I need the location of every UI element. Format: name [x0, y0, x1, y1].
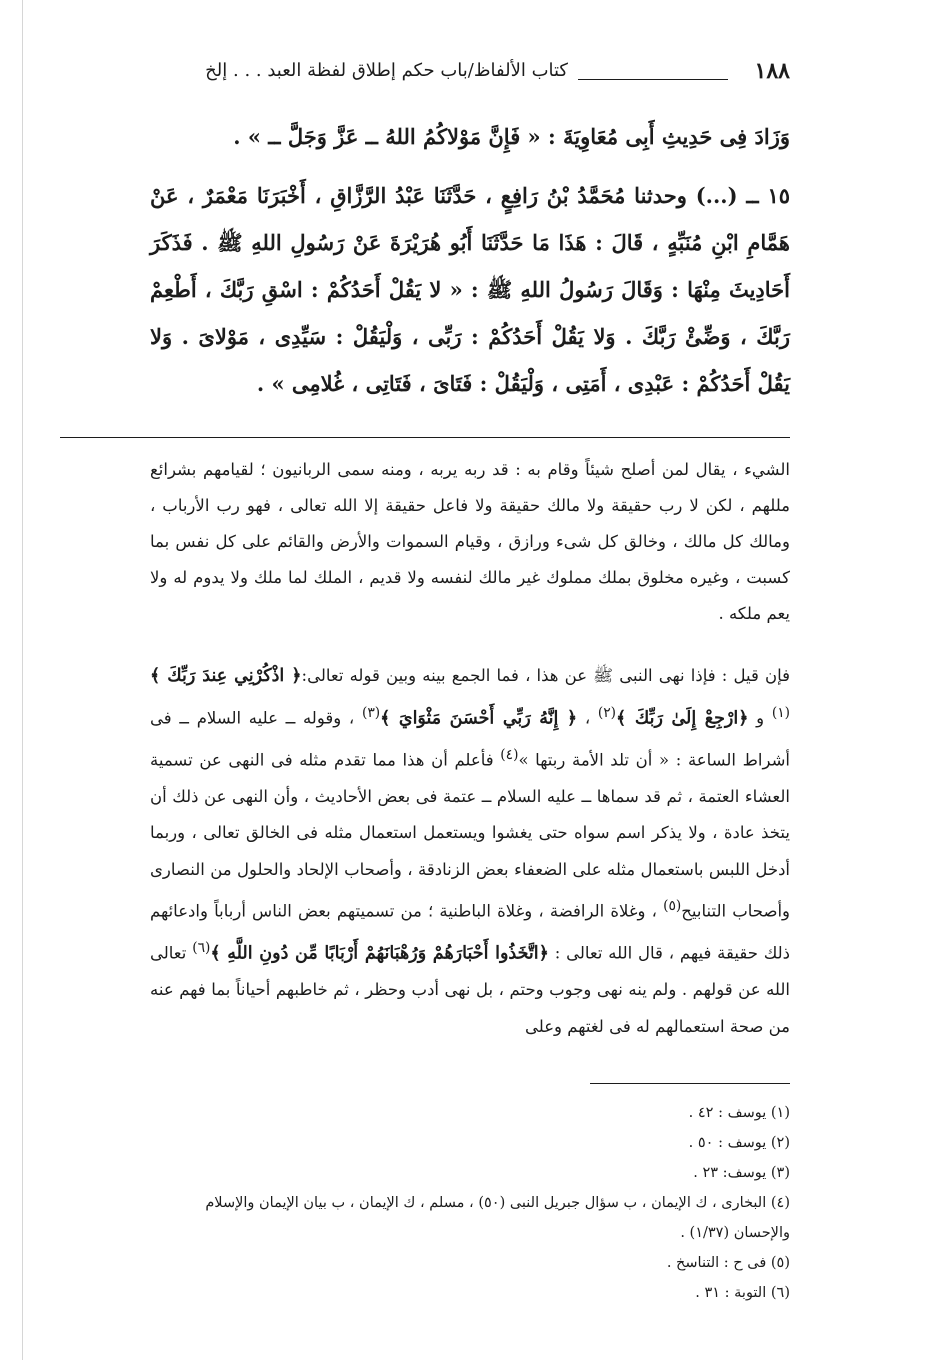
- footnotes: [150, 1098, 790, 1308]
- footnote-ref-3: (٣): [361, 704, 381, 721]
- footnote-6: (٦) التوبة : ٣١ .: [695, 1285, 790, 1301]
- quran-quote-1: ﴿ اذْكُرْنِي عِندَ رَبِّكَ ﴾: [150, 666, 302, 686]
- quran-quote-3: ﴿ إِنَّهُ رَبِّي أَحْسَنَ مَثْوَايَ ﴾: [380, 708, 578, 728]
- footnote-ref-6: (٦): [192, 940, 211, 956]
- main-text-line: وَزَادَ فِى حَدِيثِ أَبِى مُعَاوِيَةَ : « فَإِنَّ مَوْلاكُمُ اللهُ ــ عَزَّ وَجَلَّ ــ » .: [233, 124, 790, 149]
- footnote-ref-5: (٥): [663, 898, 682, 914]
- footnote-5: (٥) فى ح : التناسخ .: [666, 1255, 790, 1271]
- footnote-4: (٤) البخارى ، ك الإيمان ، ب سؤال جبريل النبى (٥٠) ، مسلم ، ك الإيمان ، ب بيان الإيمان والإسلام والإحسان (١/٣٧) .: [205, 1195, 790, 1241]
- commentary-paragraph-2: [150, 658, 790, 1045]
- page-edge-line: [22, 0, 23, 1360]
- hadith-text: ١٥ ــ (...) وحدثنا مُحَمَّدُ بْنُ رَافِعٍ ، حَدَّثَنَا عَبْدُ الرَّزَّاقِ ، أَخْبَرَنَا مَعْمَرٌ ، عَنْ هَمَّامِ ابْنِ مُنَبِّهٍ ، قَالَ : هَذَا مَا حَدَّثَنَا أَبُو هُرَيْرَةَ عَنْ رَسُولِ اللهِ ﷺ . فَذَكَرَ أَحَادِيثَ مِنْهَا : وَقَالَ رَسُولُ اللهِ ﷺ : « لا يَقُلْ أَحَدُكُمْ : اسْقِ رَبَّكَ ، أَطْعِمْ رَبَّكَ ، وَضِّئْ رَبَّكَ . وَلا يَقُلْ أَحَدُكُمْ : رَبِّى ، وَلْيَقُلْ : سَيِّدِى ، مَوْلاىَ . وَلا يَقُلْ أَحَدُكُمْ : عَبْدِى ، أَمَتِى ، وَلْيَقُلْ : فَتَاىَ ، فَتَاتِى ، غُلامِى » .: [150, 183, 790, 396]
- footnote-3: (٣) يوسف: ٢٣ .: [693, 1165, 790, 1181]
- commentary-text: و: [748, 708, 772, 727]
- quran-quote-2: ﴿ارْجِعْ إِلَىٰ رَبِّكَ ﴾: [616, 708, 749, 728]
- footnote-2: (٢) يوسف : ٥٠ .: [688, 1135, 790, 1151]
- footnote-separator: [590, 1083, 790, 1084]
- running-title: كتاب الألفاظ/باب حكم إطلاق لفظة العبد . . . إلخ: [205, 60, 568, 81]
- main-commentary-separator: [60, 437, 790, 438]
- page-header: [60, 58, 790, 94]
- commentary-text: فأعلم أن هذا مما تقدم مثله فى النهى عن تسمية العشاء العتمة ، ثم قد سماها ــ عليه السلام ــ عتمة فى بعض الأحاديث ، وأن النهى عن ذلك أن يتخذ عادة ، ولا يذكر اسم سواه حتى يغشوا ويستعمل استعمال مثله فى الخالق تعالى ، وربما أدخل اللبس باستعمال مثله على الضعفاء بعض الزنادقة ، وأصحاب الإلحاد والحلول من النصارى وأصحاب التنابيح: [150, 750, 791, 921]
- commentary-text: ،: [577, 708, 598, 727]
- header-rule: [578, 79, 728, 80]
- commentary-paragraph-1: الشيء ، يقال لمن أصلح شيئاً وقام به : قد ربه يربه ، ومنه سمى الربانيون ؛ لقيامهم بشرائع مللهم ، لكن لا رب حقيقة ولا مالك حقيقة ولا فاعل حقيقة إلا الله تعالى ، فهو رب الأرباب ، ومالك كل مالك ، وخالق كل شىء ورازق ، وقيام السموات والأرض والقائم على كل نفس بما كسبت ، وغيره مخلوق بملك مملوك غير مالك لنفسه ولا قديم ، الملك لما ملك ولا يدوم له ولا يعم ملكه .: [150, 460, 790, 623]
- commentary-text: ، وغلاة الرافضة ، وغلاة الباطنية ؛ من تسميتهم بعض الناس أرباباً وادعائهم ذلك حقيقة فيهم ، قال الله تعالى :: [150, 901, 790, 963]
- footnote-ref-1: (١): [771, 704, 790, 721]
- commentary-text: تعالى الله عن قولهم . ولم ينه نهى وجوب وحتم ، بل نهى أدب وحظر ، ثم خاطبهم أحياناً بما فهم عنه من صحة استعمالهم له فى لغتهم وعلى: [150, 943, 790, 1036]
- footnote-ref-4: (٤): [500, 746, 519, 763]
- quran-quote-4: ﴿اتَّخَذُوا أَحْبَارَهُمْ وَرُهْبَانَهُمْ أَرْبَابًا مِّن دُونِ اللَّهِ ﴾: [210, 943, 549, 964]
- commentary-text: فإن قيل : فإذا نهى النبى ﷺ عن هذا ، فما الجمع بينه وبين قوله تعالى:: [301, 666, 790, 685]
- footnote-1: (١) يوسف : ٤٢ .: [688, 1105, 790, 1121]
- footnote-ref-2: (٢): [597, 704, 617, 721]
- page-number: ١٨٨: [754, 58, 790, 84]
- commentary-text: ، وقوله ــ عليه السلام ــ فى أشراط الساعة : « أن تلد الأمة ربتها »: [150, 708, 790, 769]
